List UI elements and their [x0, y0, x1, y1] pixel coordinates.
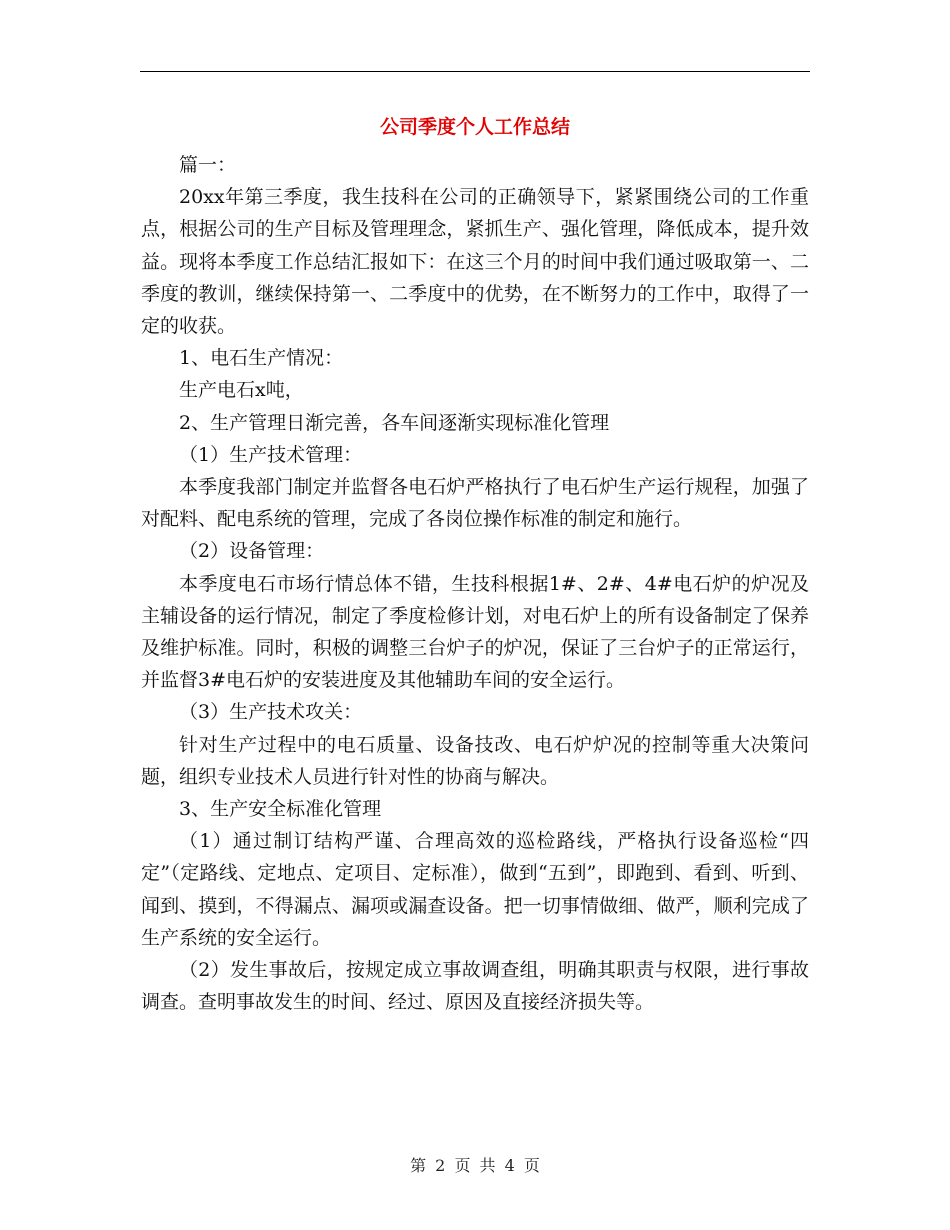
paragraph: （2）发生事故后，按规定成立事故调查组，明确其职责与权限，进行事故调查。查明事故发生的时间、经过、原因及直接经济损失等。: [141, 959, 809, 1014]
paragraph: 生产电石x吨，: [179, 379, 304, 402]
paragraph: 针对生产过程中的电石质量、设备技改、电石炉炉况的控制等重大决策问题，组织专业技术人员进行针对性的协商与解决。: [141, 733, 809, 788]
paragraph: （3）生产技术攻关：: [179, 701, 363, 724]
document-title: 公司季度个人工作总结: [379, 116, 570, 138]
paragraph: （1）生产技术管理：: [179, 443, 363, 466]
paragraph: （2）设备管理：: [179, 540, 325, 563]
paragraph: （1）通过制订结构严谨、合理高效的巡检路线，严格执行设备巡检“四定”（定路线、定地点、定项目、定标准），做到“五到”，即跑到、看到、听到、闻到、摸到，不得漏点、漏项或漏查设备。把一切事情做细、做严，顺利完成了生产系统的安全运行。: [141, 830, 809, 949]
header-rule: [140, 71, 810, 72]
paragraph: 2、生产管理日渐完善，各车间逐渐实现标准化管理: [179, 411, 610, 434]
paragraph: 本季度我部门制定并监督各电石炉严格执行了电石炉生产运行规程，加强了对配料、配电系统的管理，完成了各岗位操作标准的制定和施行。: [141, 476, 809, 531]
paragraph: 1、电石生产情况：: [179, 347, 344, 370]
paragraph: 3、生产安全标准化管理: [179, 798, 382, 821]
document-body: [141, 149, 809, 1018]
paragraph: 20xx年第三季度，我生技科在公司的正确领导下，紧紧围绕公司的工作重点，根据公司的生产目标及管理理念，紧抓生产、强化管理，降低成本，提升效益。现将本季度工作总结汇报如下：在这三个月的时间中我们通过吸取第一、二季度的教训，继续保持第一、二季度中的优势，在不断努力的工作中，取得了一定的收获。: [141, 186, 809, 338]
page-number-footer: 第 2 页 共 4 页: [410, 1156, 540, 1175]
paragraph: 本季度电石市场行情总体不错，生技科根据1#、2#、4#电石炉的炉况及主辅设备的运行情况，制定了季度检修计划，对电石炉上的所有设备制定了保养及维护标准。同时，积极的调整三台炉子的炉况，保证了三台炉子的正常运行，并监督3#电石炉的安装进度及其他辅助车间的安全运行。: [141, 572, 809, 692]
paragraph: 篇一：: [179, 154, 237, 176]
